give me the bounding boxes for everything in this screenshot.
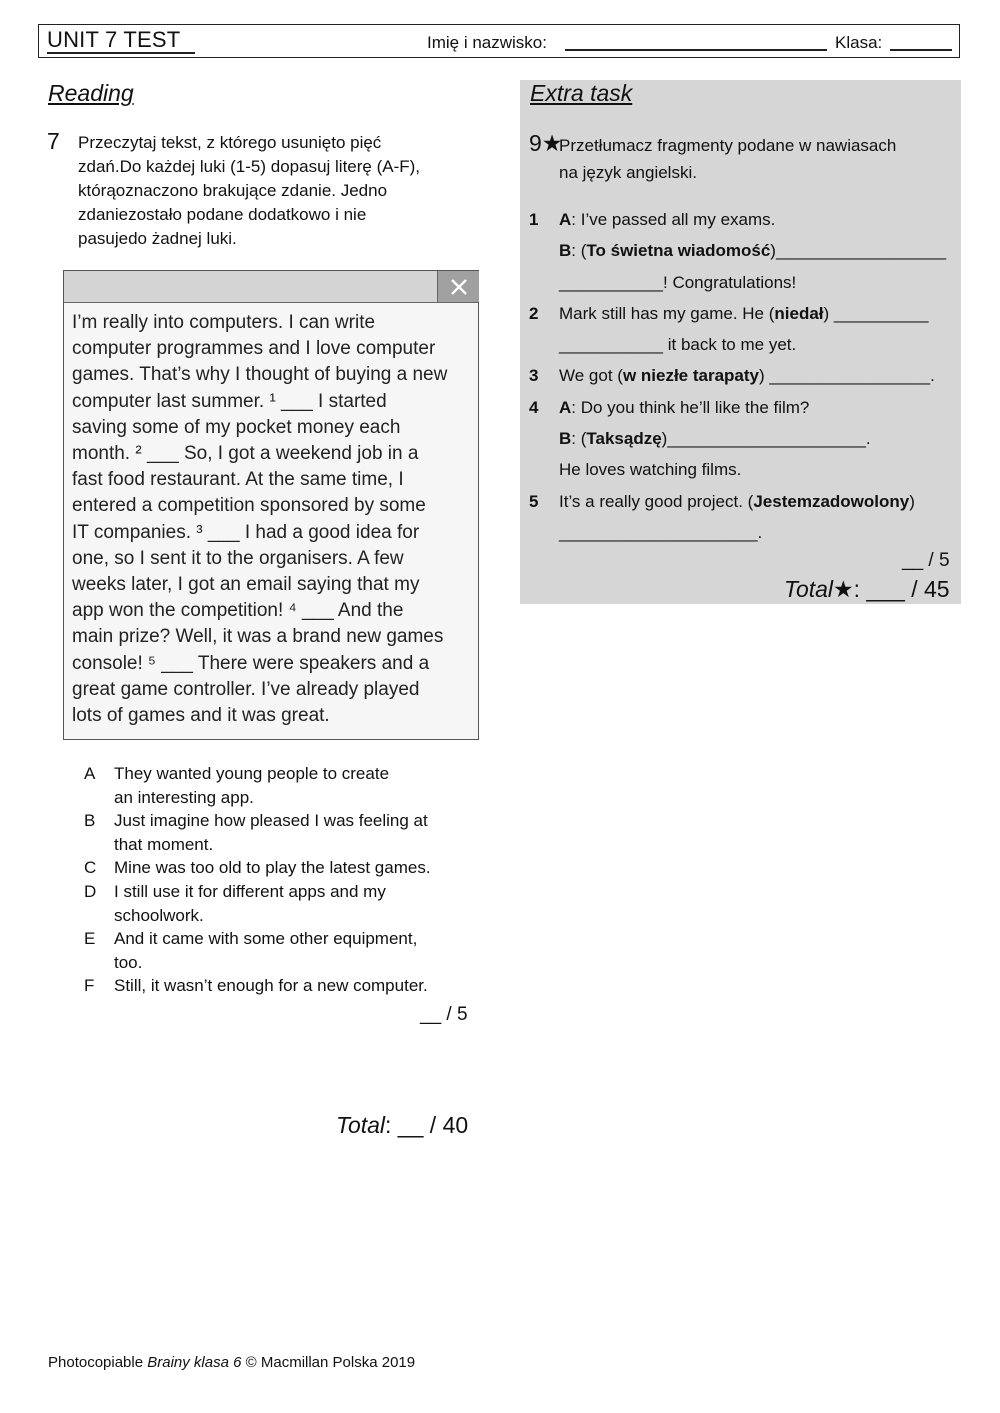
unit-title: UNIT 7 TEST	[47, 27, 181, 52]
passage-line: great game controller. I’ve already played	[72, 678, 420, 700]
task-7-instruction	[78, 131, 468, 251]
passage-line: weeks later, I got an email saying that my	[72, 574, 420, 596]
footer-copyright	[48, 1354, 415, 1371]
option-text: schoolwork.	[114, 905, 204, 925]
footer-book-title: Brainy klasa 6	[147, 1354, 242, 1371]
speaker-label: B	[559, 429, 572, 449]
total-label: Total	[784, 576, 834, 602]
class-field[interactable]	[890, 49, 952, 51]
task-9-num: 9	[529, 130, 542, 156]
option-f	[84, 974, 484, 998]
extra-task-panel	[520, 80, 961, 604]
text-box-title-bar	[64, 271, 478, 303]
option-a	[84, 762, 484, 809]
translation-items	[529, 204, 954, 548]
star-icon: ★	[833, 576, 854, 602]
option-e	[84, 927, 484, 974]
answer-options	[84, 762, 484, 998]
item-number: 4	[529, 397, 539, 417]
passage-line: one, so I sent it to the organisers. A few	[72, 547, 404, 569]
passage-line: saving some of my pocket money each	[72, 416, 401, 438]
speaker-label: B	[559, 241, 572, 261]
instruction-line: zdaniezostało podane dodatkowo i nie	[78, 205, 367, 224]
option-text: Still, it wasn’t enough for a new computer.	[114, 976, 428, 996]
option-text: Mine was too old to play the latest games.	[114, 858, 431, 878]
option-letter: A	[84, 764, 96, 783]
total-value: : __ / 40	[385, 1112, 469, 1138]
task-9-number	[529, 130, 562, 157]
total-score	[336, 1112, 468, 1139]
footer-text: Photocopiable	[48, 1354, 148, 1371]
phrase-to-translate: To świetna wiadomość	[586, 241, 771, 261]
title-underline	[47, 52, 195, 54]
passage-line: app won the competition! ⁴ ___ And the	[72, 600, 404, 622]
name-label: Imię i nazwisko:	[427, 33, 547, 52]
item-text: It’s a really good project. (	[559, 491, 754, 511]
total-value: : ___ / 45	[853, 576, 950, 602]
option-d	[84, 880, 484, 927]
item-text: : I’ve passed all my exams.	[571, 210, 776, 229]
instruction-line: którąoznaczono brakujące zdanie. Jedno	[78, 181, 388, 200]
phrase-to-translate: w niezłe tarapaty	[622, 366, 759, 386]
passage-line: games. That’s why I thought of buying a new	[72, 364, 448, 386]
translation-item-2	[529, 298, 954, 361]
answer-blank[interactable]: ) __________	[823, 303, 929, 323]
class-label: Klasa:	[835, 33, 883, 52]
item-number: 1	[529, 210, 539, 229]
extra-total-score	[784, 576, 950, 603]
phrase-to-translate: Jestemzadowolony	[753, 491, 910, 511]
translation-item-4	[529, 392, 954, 486]
task-9-instruction	[559, 132, 959, 186]
extra-task-title: Extra task	[530, 80, 633, 106]
item-text: Mark still has my game. He (	[559, 303, 775, 323]
item-text: : Do you think he’ll like the film?	[571, 397, 810, 417]
item-text: : (	[571, 241, 587, 261]
task-7-number: 7	[47, 128, 60, 154]
speaker-label: A	[559, 210, 572, 229]
item-number: 5	[529, 491, 539, 511]
instruction-line: pasujedo żadnej luki.	[78, 229, 237, 248]
item-text: He loves watching films.	[559, 460, 742, 480]
passage-line: console! ⁵ ___ There were speakers and a	[72, 652, 430, 674]
name-field[interactable]	[565, 49, 827, 51]
option-text: too.	[114, 952, 143, 972]
instruction-line: Przetłumacz fragmenty podane w nawiasach	[559, 136, 897, 155]
option-letter: E	[84, 929, 96, 949]
phrase-to-translate: Taksądzę	[586, 429, 662, 449]
translation-item-3	[529, 360, 954, 391]
task-9-score: __ / 5	[902, 550, 950, 571]
item-text: )	[909, 491, 915, 511]
option-letter: B	[84, 811, 96, 831]
answer-blank[interactable]: ___________! Congratulations!	[559, 272, 797, 292]
option-letter: C	[84, 858, 97, 878]
passage-line: computer last summer. ¹ ___ I started	[72, 390, 387, 412]
item-number: 3	[529, 366, 539, 386]
option-text: I still use it for different apps and my	[114, 881, 386, 901]
reading-passage	[72, 310, 476, 729]
close-icon	[450, 278, 468, 296]
answer-blank[interactable]: )__________________	[770, 241, 947, 261]
instruction-line: zdań.Do każdej luki (1-5) dopasuj literę (A-F),	[78, 157, 421, 176]
passage-line: fast food restaurant. At the same time, I	[72, 469, 404, 491]
item-text: We got (	[559, 366, 623, 386]
answer-blank[interactable]: _____________________.	[559, 522, 763, 542]
option-text: that moment.	[114, 834, 214, 854]
footer-text: © Macmillan Polska 2019	[241, 1354, 416, 1371]
item-number: 2	[529, 303, 539, 323]
star-icon: ★	[541, 130, 563, 156]
option-letter: D	[84, 881, 97, 901]
option-text: And it came with some other equipment,	[114, 929, 418, 949]
option-text: an interesting app.	[114, 787, 254, 807]
instruction-line: Przeczytaj tekst, z którego usunięto pięć	[78, 133, 382, 152]
answer-blank[interactable]: ) _________________.	[759, 366, 935, 386]
passage-line: IT companies. ³ ___ I had a good idea for	[72, 521, 420, 543]
speaker-label: A	[559, 397, 572, 417]
total-label: Total	[336, 1112, 386, 1138]
reading-section-title: Reading	[48, 80, 134, 106]
answer-blank[interactable]: ___________ it back to me yet.	[559, 335, 797, 355]
passage-line: lots of games and it was great.	[72, 705, 330, 727]
translation-item-1	[529, 204, 954, 298]
option-c	[84, 856, 484, 880]
option-b	[84, 809, 484, 856]
phrase-to-translate: niedał	[774, 303, 824, 323]
item-text: : (	[571, 429, 587, 449]
instruction-line: na język angielski.	[559, 163, 697, 182]
passage-line: main prize? Well, it was a brand new games	[72, 626, 444, 648]
translation-item-5	[529, 486, 954, 549]
passage-line: I’m really into computers. I can write	[72, 312, 376, 333]
passage-line: entered a competition sponsored by some	[72, 495, 426, 517]
option-text: They wanted young people to create	[114, 764, 390, 783]
answer-blank[interactable]: )_____________________.	[661, 429, 871, 449]
task-7-score: __ / 5	[420, 1004, 468, 1025]
option-text: Just imagine how pleased I was feeling at	[114, 811, 428, 831]
passage-line: month. ² ___ So, I got a weekend job in a	[72, 443, 419, 465]
close-button[interactable]	[437, 271, 479, 302]
reading-text-box	[63, 270, 479, 740]
test-header	[38, 24, 960, 58]
option-letter: F	[84, 976, 95, 996]
passage-line: computer programmes and I love computer	[72, 338, 436, 360]
